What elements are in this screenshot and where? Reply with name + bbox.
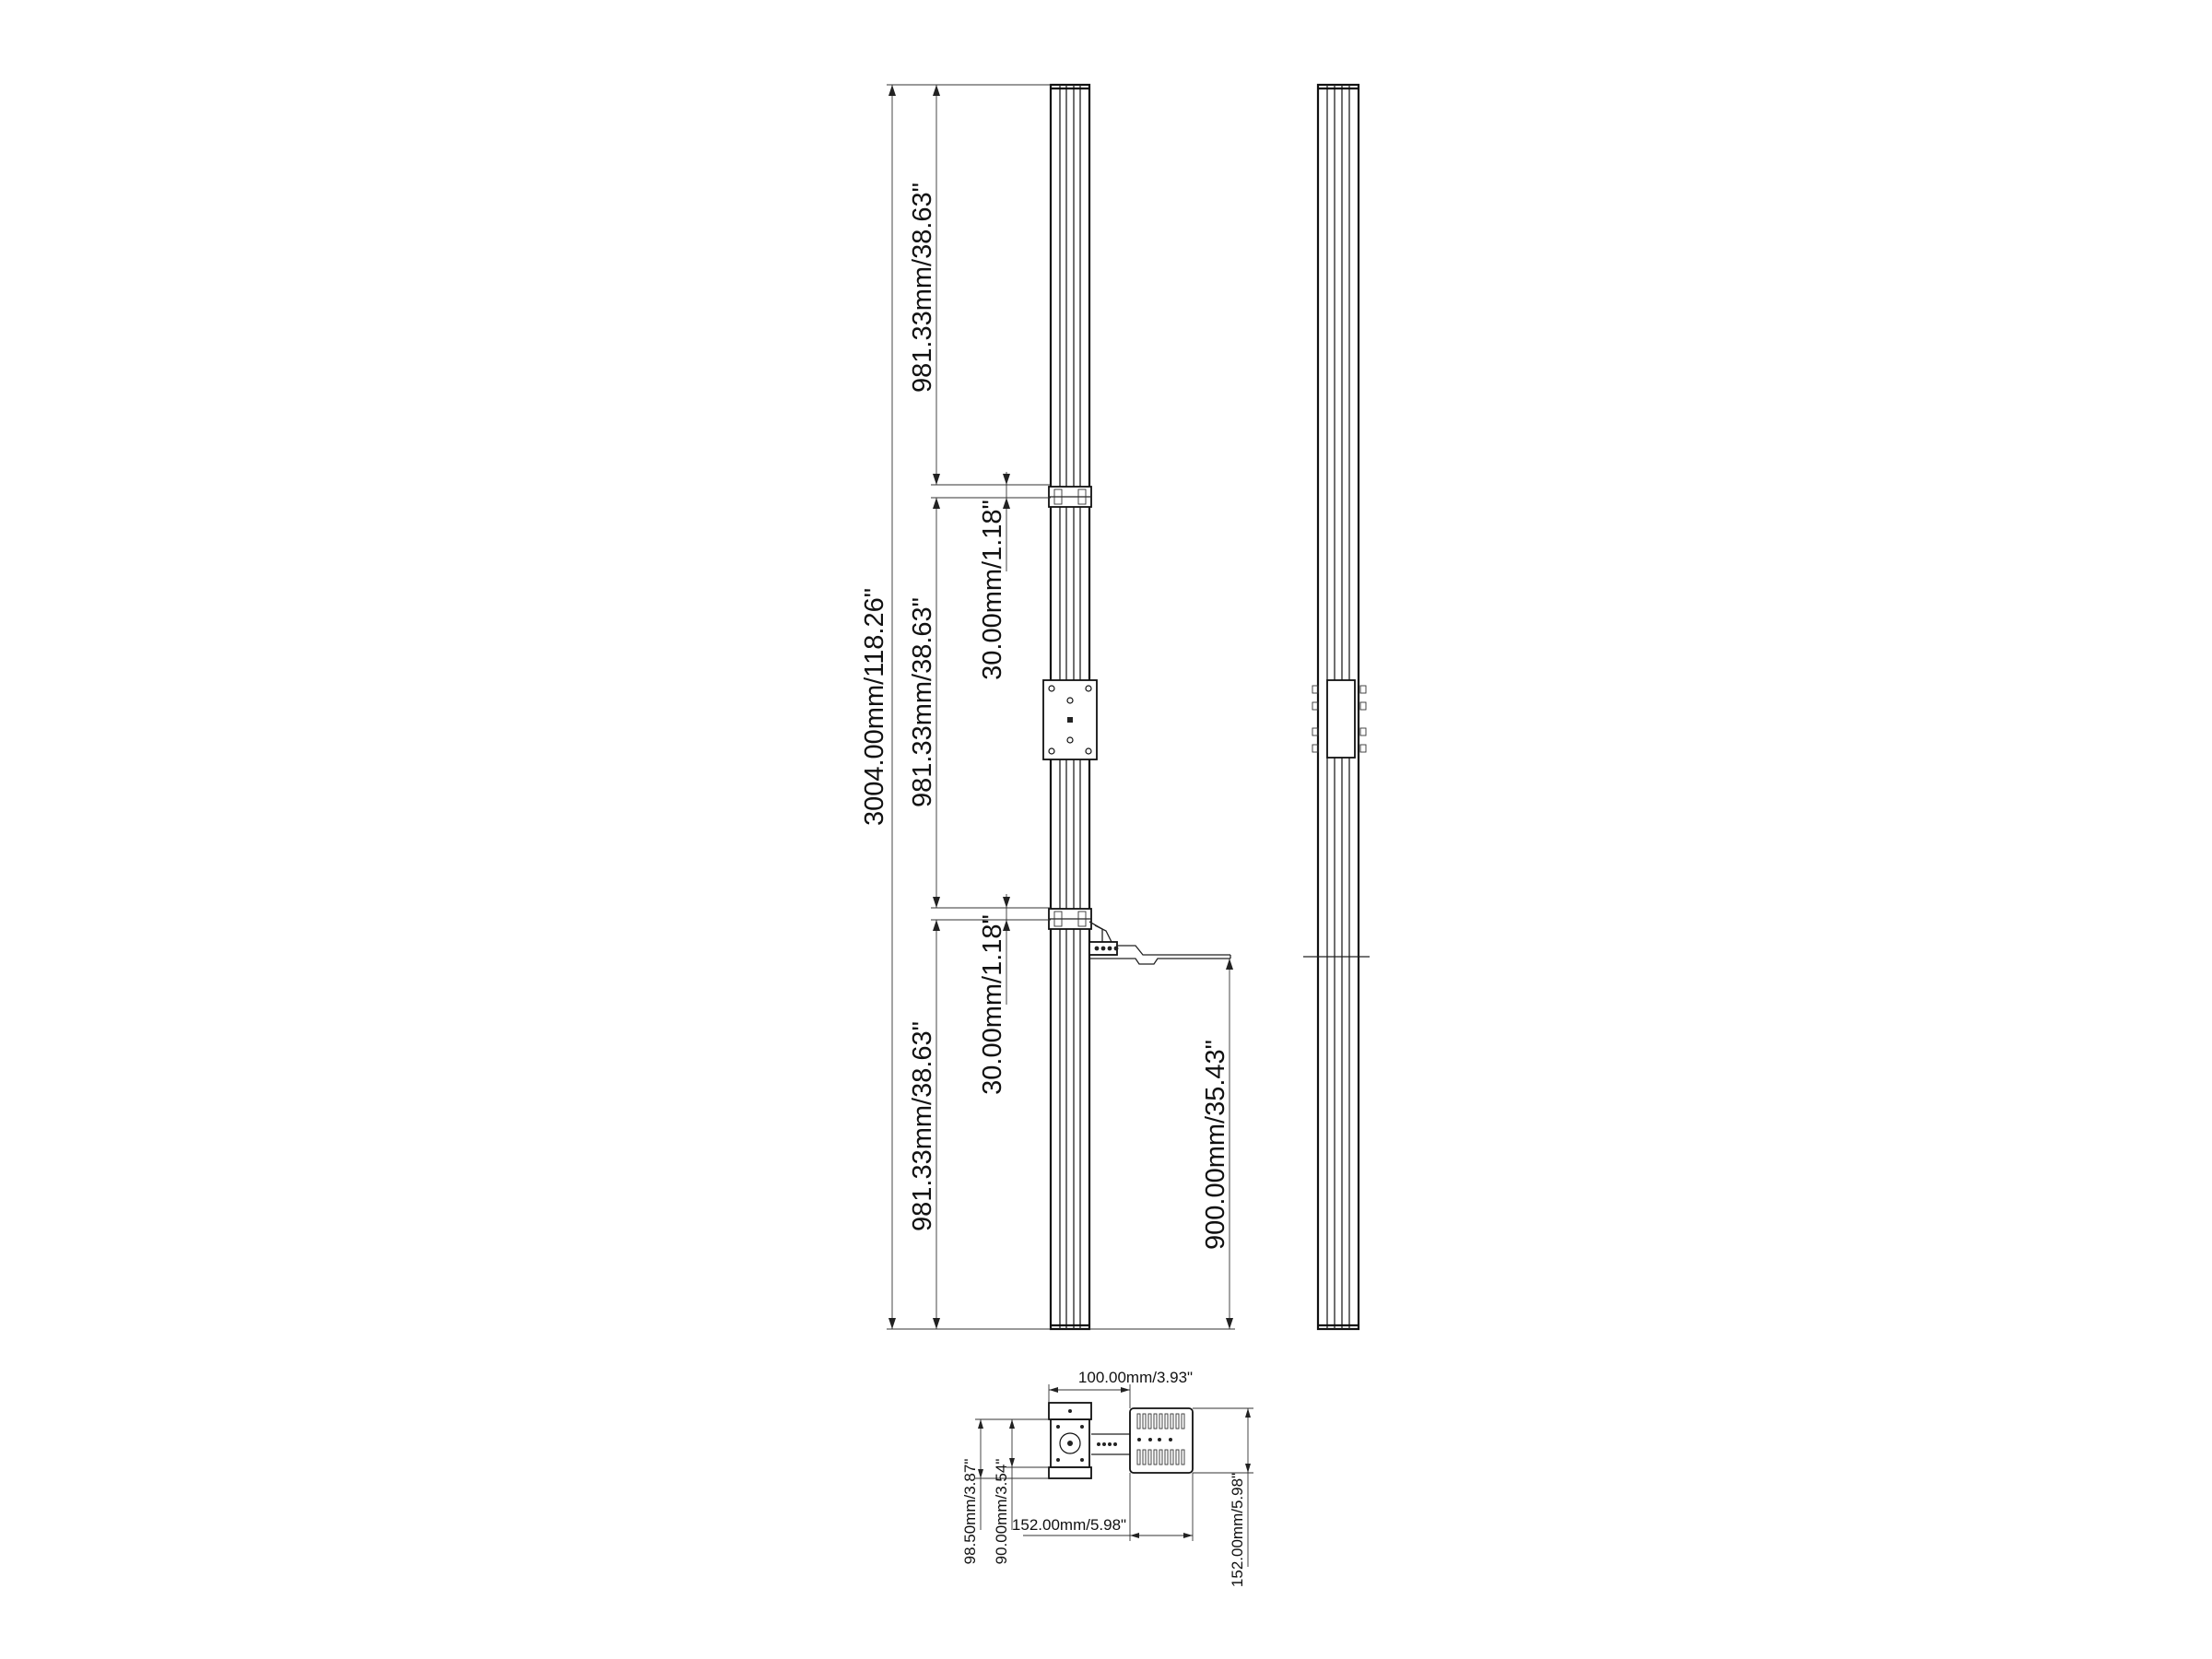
top-bracket-link (1091, 1434, 1130, 1454)
lower-joint (1049, 909, 1091, 929)
gap-lower-label: 30.00mm/1.18" (978, 914, 1007, 1095)
front-view (860, 85, 1235, 1329)
top-shelf (1130, 1408, 1193, 1473)
top-depth-b-label: 90.00mm/3.54" (993, 1458, 1010, 1565)
upper-joint (1049, 487, 1091, 507)
top-pole-section (1049, 1403, 1091, 1478)
segment-bottom-label: 981.33mm/38.63" (908, 1021, 937, 1231)
top-depth-a-label: 98.50mm/3.87" (961, 1458, 979, 1565)
top-view (961, 1369, 1253, 1587)
shelf-bracket (1089, 922, 1230, 964)
top-dimensions (975, 1384, 1253, 1567)
gap-upper-label: 30.00mm/1.18" (978, 500, 1007, 680)
top-shelf-depth-label: 152.00mm/5.98" (1229, 1472, 1246, 1588)
segment-middle-label: 981.33mm/38.63" (908, 597, 937, 807)
top-shelf-width-label: 152.00mm/5.98" (1011, 1516, 1127, 1534)
overall-height-label: 3004.00mm/118.26" (860, 587, 889, 827)
top-width-label: 100.00mm/3.93" (1077, 1369, 1194, 1386)
center-mounting-plate (1043, 680, 1097, 759)
side-view (1303, 85, 1370, 1329)
shelf-height-label: 900.00mm/35.43" (1201, 1040, 1230, 1250)
segment-top-label: 981.33mm/38.63" (908, 182, 937, 393)
